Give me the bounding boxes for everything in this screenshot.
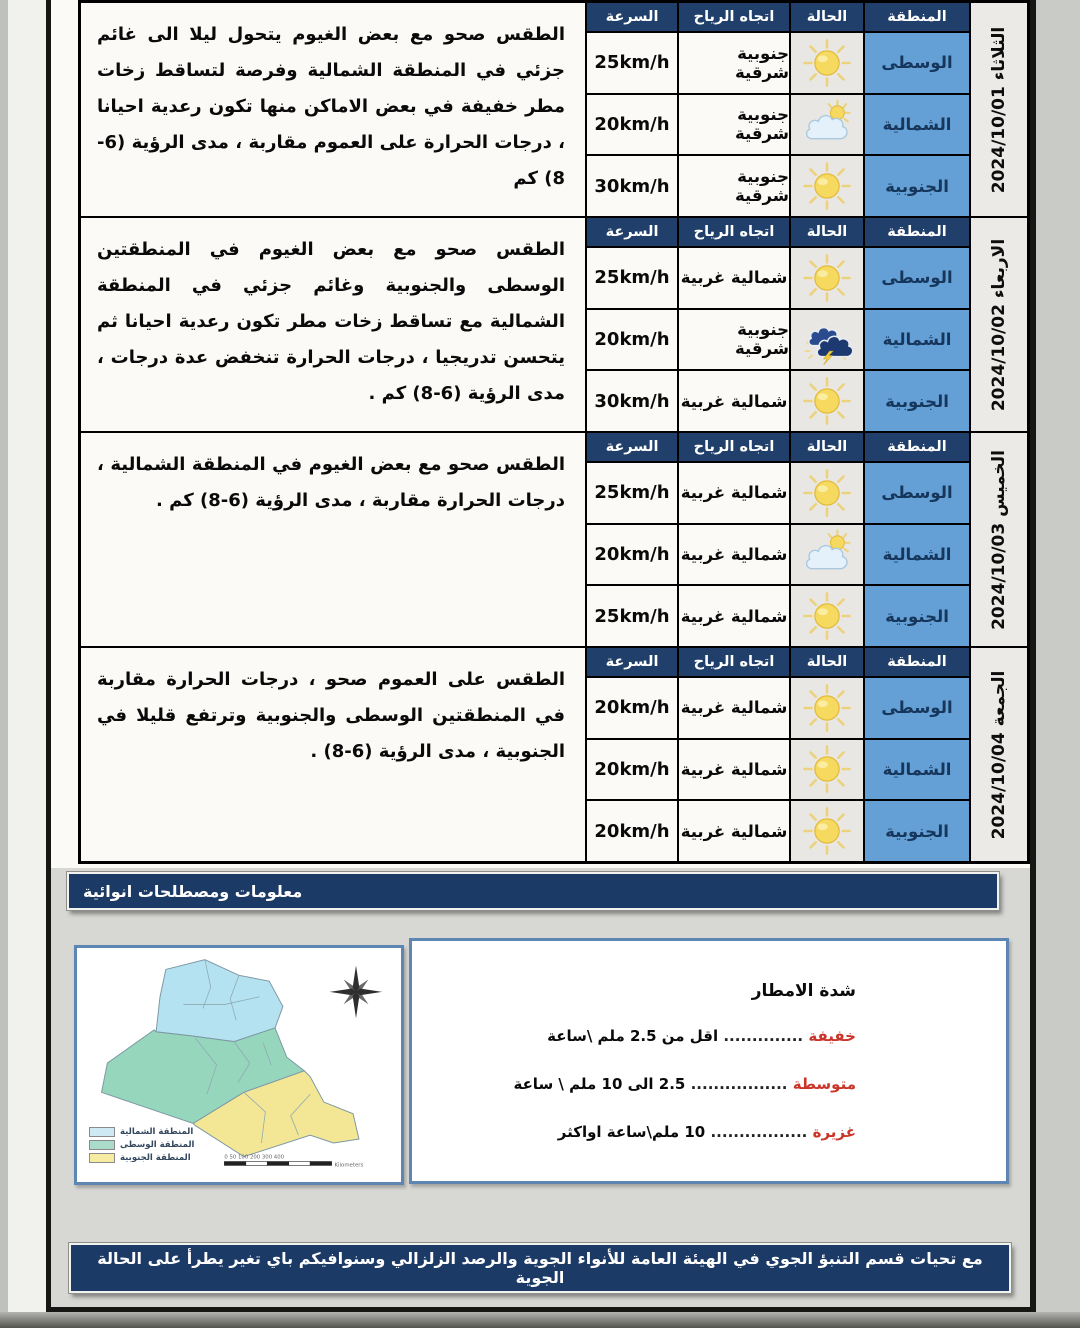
wind-speed-cell: 30km/h (587, 371, 677, 431)
wind-direction-cell: شمالية غربية (679, 740, 789, 800)
legend-item (89, 1127, 194, 1137)
svg-text:0 50 100 200 300 400: 0 50 100 200 300 400 (224, 1154, 285, 1161)
info-banner (67, 872, 999, 910)
weather-condition-icon (801, 375, 853, 427)
wind-direction-cell: جنوبية شرقية (679, 310, 789, 370)
column-header-region: المنطقة (865, 218, 969, 246)
legend-swatch-south (89, 1153, 115, 1163)
wind-speed-cell: 20km/h (587, 740, 677, 800)
day-block-friday (81, 648, 1027, 861)
column-header-wind: اتجاه الرياح (679, 3, 789, 31)
iraq-map-box (74, 945, 404, 1185)
wind-speed-cell: 25km/h (587, 463, 677, 523)
condition-cell (791, 248, 863, 308)
wind-direction-cell: شمالية غربية (679, 525, 789, 585)
weather-condition-icon (801, 37, 853, 89)
wind-direction-cell: شمالية غربية (679, 801, 789, 861)
date-cell (971, 218, 1027, 431)
rain-dots: ................. (710, 1123, 808, 1141)
condition-cell (791, 801, 863, 861)
forecast-description: الطقس صحو مع بعض الغيوم في المنطقتين الوسطى والجنوبية وغائم جزئي في المنطقة الشمالية مع تساقط زخات مطر تكون رعدية احيانا ثم يتحسن تدريجيا ، درجات الحرارة تنخفض عدة درجات ، مدى الرؤية (6-8) كم . (81, 218, 585, 431)
wind-direction-cell: شمالية غربية (679, 371, 789, 431)
forecast-table (78, 0, 1030, 864)
rain-dots: .............. (723, 1027, 804, 1045)
day-block-tuesday (81, 3, 1027, 216)
rain-label: خفيفة (808, 1027, 856, 1045)
footer-banner (69, 1243, 1011, 1293)
weather-condition-icon (801, 590, 853, 642)
region-cell: الجنوبية (865, 801, 969, 861)
legend-item (89, 1140, 194, 1150)
date-label: الاربعاء 2024/10/02 (989, 238, 1009, 411)
weather-condition-icon (801, 313, 853, 365)
weather-condition-icon (801, 682, 853, 734)
wind-direction-cell: جنوبية شرقية (679, 33, 789, 93)
legend-swatch-central (89, 1140, 115, 1150)
condition-cell (791, 371, 863, 431)
forecast-description: الطقس صحو مع بعض الغيوم في المنطقة الشمالية ، درجات الحرارة مقاربة ، مدى الرؤية (6-8) كم . (81, 433, 585, 646)
date-cell (971, 3, 1027, 216)
wind-speed-cell: 20km/h (587, 525, 677, 585)
column-header-speed: السرعة (587, 218, 677, 246)
weather-condition-icon (801, 467, 853, 519)
wind-speed-cell: 25km/h (587, 586, 677, 646)
wind-direction-cell: شمالية غربية (679, 586, 789, 646)
weather-condition-icon (801, 252, 853, 304)
column-header-wind: اتجاه الرياح (679, 218, 789, 246)
condition-cell (791, 678, 863, 738)
column-header-condition: الحالة (791, 648, 863, 676)
date-cell (971, 648, 1027, 861)
rain-item-heavy (513, 1123, 856, 1141)
wind-speed-cell: 20km/h (587, 310, 677, 370)
day-block-wednesday (81, 218, 1027, 431)
column-header-speed: السرعة (587, 433, 677, 461)
map-legend (89, 1127, 194, 1166)
legend-label: المنطقة الوسطى (120, 1140, 195, 1150)
rain-item-light (513, 1027, 856, 1045)
wind-speed-cell: 30km/h (587, 156, 677, 216)
rain-label: متوسطة (792, 1075, 856, 1093)
column-header-condition: الحالة (791, 3, 863, 31)
day-block-thursday (81, 433, 1027, 646)
map-region-north (156, 960, 283, 1042)
region-cell: الشمالية (865, 95, 969, 155)
wind-direction-cell: جنوبية شرقية (679, 95, 789, 155)
region-cell: الشمالية (865, 525, 969, 585)
footer-text: مع تحيات قسم التنبؤ الجوي في الهيئة العامة للأنواء الجوية والرصد الزلزالي وسنوافيكم باي تغير يطرأ على الحالة الجوية (97, 1249, 983, 1287)
condition-cell (791, 463, 863, 523)
region-cell: الشمالية (865, 310, 969, 370)
photo-edge-left (0, 0, 8, 1328)
condition-cell (791, 740, 863, 800)
date-label: الجمعة 2024/10/04 (989, 670, 1009, 839)
rain-dots: ................. (690, 1075, 788, 1093)
photo-margin-left (8, 0, 46, 1312)
region-cell: الجنوبية (865, 586, 969, 646)
region-cell: الوسطى (865, 33, 969, 93)
wind-speed-cell: 20km/h (587, 678, 677, 738)
condition-cell (791, 33, 863, 93)
wind-speed-cell: 20km/h (587, 801, 677, 861)
document-page (46, 0, 1036, 1312)
condition-cell (791, 310, 863, 370)
rain-intensity-section (513, 981, 856, 1171)
condition-cell (791, 156, 863, 216)
date-label: الثلاثاء 2024/10/01 (989, 26, 1009, 193)
column-header-region: المنطقة (865, 648, 969, 676)
column-header-speed: السرعة (587, 648, 677, 676)
wind-speed-cell: 25km/h (587, 33, 677, 93)
column-header-region: المنطقة (865, 433, 969, 461)
column-header-region: المنطقة (865, 3, 969, 31)
column-header-wind: اتجاه الرياح (679, 648, 789, 676)
photo-margin-right (1036, 0, 1080, 1312)
region-cell: الشمالية (865, 740, 969, 800)
wind-direction-cell: شمالية غربية (679, 678, 789, 738)
region-cell: الوسطى (865, 678, 969, 738)
weather-condition-icon (801, 98, 853, 150)
photo-edge-bottom (0, 1312, 1080, 1328)
rain-label: غزيرة (812, 1123, 856, 1141)
column-header-condition: الحالة (791, 433, 863, 461)
column-header-speed: السرعة (587, 3, 677, 31)
weather-condition-icon (801, 528, 853, 580)
region-cell: الوسطى (865, 248, 969, 308)
rain-terms-box (409, 938, 1009, 1184)
legend-label: المنطقة الشمالية (120, 1127, 194, 1137)
wind-speed-cell: 25km/h (587, 248, 677, 308)
weather-condition-icon (801, 805, 853, 857)
rain-item-moderate (513, 1075, 856, 1093)
forecast-description: الطقس على العموم صحو ، درجات الحرارة مقاربة في المنطقتين الوسطى والجنوبية وترتفع قليلا في الجنوبية ، مدى الرؤية (6-8) . (81, 648, 585, 861)
weather-condition-icon (801, 743, 853, 795)
compass-rose-icon (330, 966, 383, 1019)
rain-intensity-title: شدة الامطار (751, 981, 856, 1001)
wind-speed-cell: 20km/h (587, 95, 677, 155)
wind-direction-cell: شمالية غربية (679, 463, 789, 523)
rain-value: 2.5 الى 10 ملم \ ساعة (513, 1075, 686, 1093)
legend-swatch-north (89, 1127, 115, 1137)
info-banner-label: معلومات ومصطلحات انوائية (83, 881, 303, 901)
map-scale-bar (224, 1155, 363, 1169)
date-cell (971, 433, 1027, 646)
wind-direction-cell: جنوبية شرقية (679, 156, 789, 216)
date-label: الخميس 2024/10/03 (989, 449, 1009, 630)
rain-value: اقل من 2.5 ملم \ساعة (547, 1027, 719, 1045)
region-cell: الجنوبية (865, 156, 969, 216)
region-cell: الوسطى (865, 463, 969, 523)
weather-condition-icon (801, 160, 853, 212)
legend-label: المنطقة الجنوبية (120, 1153, 191, 1163)
condition-cell (791, 95, 863, 155)
legend-item (89, 1153, 194, 1163)
wind-direction-cell: شمالية غربية (679, 248, 789, 308)
column-header-condition: الحالة (791, 218, 863, 246)
condition-cell (791, 586, 863, 646)
condition-cell (791, 525, 863, 585)
column-header-wind: اتجاه الرياح (679, 433, 789, 461)
rain-value: 10 ملم\ساعة اواكثر (557, 1123, 706, 1141)
region-cell: الجنوبية (865, 371, 969, 431)
svg-text:Kilometers: Kilometers (334, 1162, 364, 1169)
forecast-description: الطقس صحو مع بعض الغيوم يتحول ليلا الى غائم جزئي في المنطقة الشمالية وفرصة لتساقط زخات مطر خفيفة في بعض الاماكن منها تكون رعدية احيانا ، درجات الحرارة على العموم مقاربة ، مدى الرؤية (6-8) كم (81, 3, 585, 216)
